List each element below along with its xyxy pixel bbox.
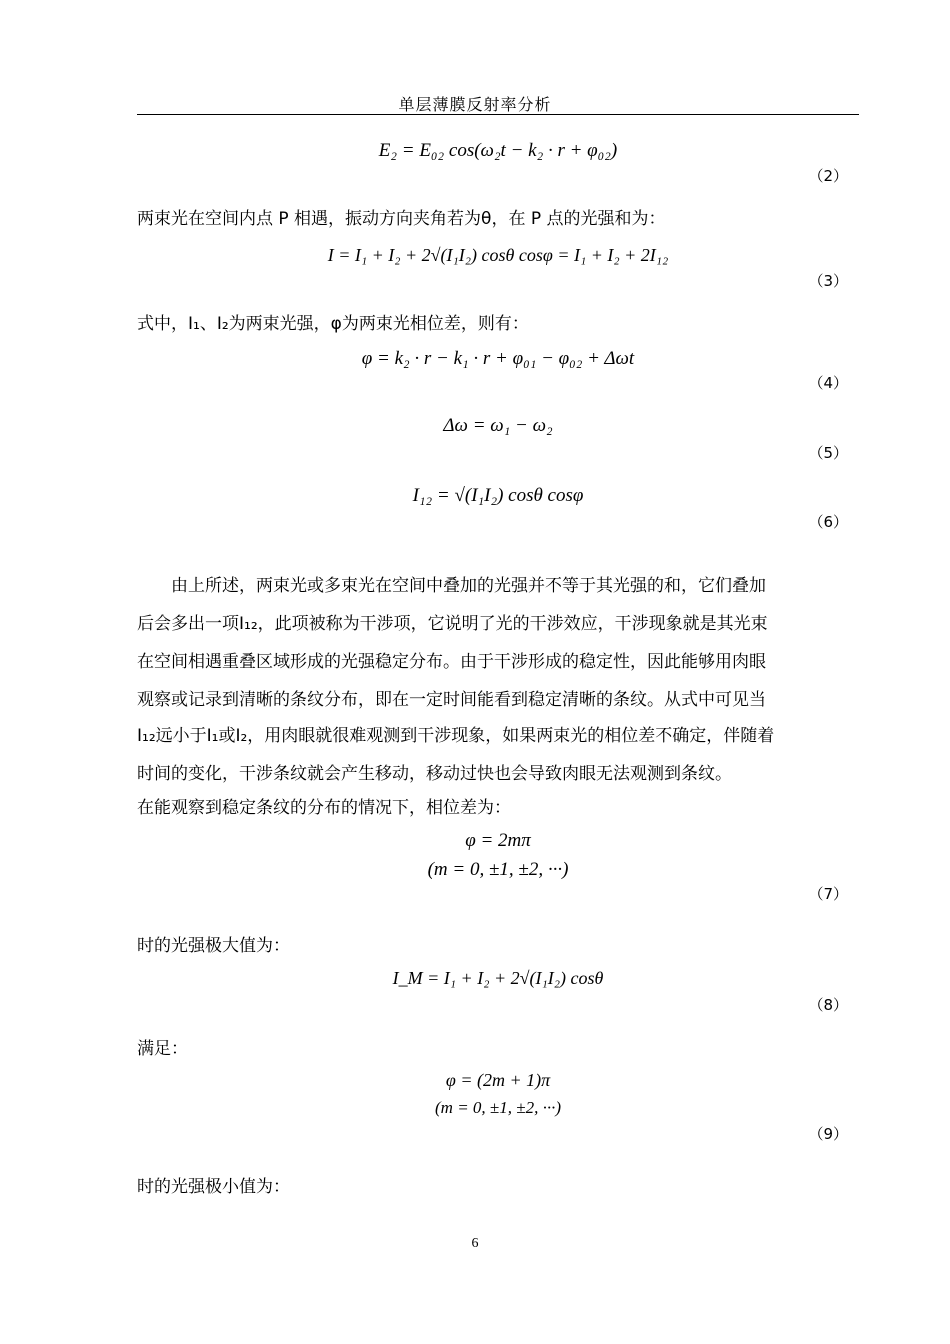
running-header: 单层薄膜反射率分析 <box>398 95 552 114</box>
paragraph-line-1: 由上所述，两束光或多束光在空间中叠加的光强并不等于其光强的和，它们叠加 <box>171 576 766 596</box>
paragraph-minimum: 时的光强极小值为： <box>137 1177 290 1197</box>
equation-number-4: （4） <box>808 374 848 392</box>
equation-number-5: （5） <box>808 444 848 462</box>
equation-2: E₂ = E₀₂ cos(ω₂t − k₂ · r + φ₀₂) <box>378 140 618 161</box>
equation-9-condition: (m = 0, ±1, ±2, ···) <box>435 1098 561 1117</box>
page-number: 6 <box>471 1236 479 1251</box>
equation-3: I = I₁ + I₂ + 2√(I₁I₂) cosθ cosφ = I₁ + I₂ + 2I₁₂ <box>327 245 669 265</box>
equation-7: φ = 2mπ <box>465 830 531 851</box>
equation-number-9: （9） <box>808 1125 848 1143</box>
paragraph-line-3: 在空间相遇重叠区域形成的光强稳定分布。由于干涉形成的稳定性，因此能够用肉眼 <box>137 652 766 672</box>
paragraph-satisfy: 满足： <box>137 1039 188 1059</box>
equation-9: φ = (2m + 1)π <box>445 1070 551 1090</box>
equation-6: I₁₂ = √(I₁I₂) cosθ cosφ <box>412 485 584 506</box>
paragraph-line-2: 后会多出一项I₁₂，此项被称为干涉项，它说明了光的干涉效应，干涉现象就是其光束 <box>137 614 768 634</box>
equation-5: Δω = ω₁ − ω₂ <box>443 415 553 436</box>
header-rule <box>137 114 859 115</box>
equation-number-7: （7） <box>808 885 848 903</box>
paragraph-phase-intro: 式中，I₁、I₂为两束光强，φ为两束光相位差，则有： <box>137 314 529 334</box>
paragraph-line-4: 观察或记录到清晰的条纹分布，即在一定时间能看到稳定清晰的条纹。从式中可见当 <box>137 690 766 710</box>
equation-number-6: （6） <box>808 513 848 531</box>
paragraph-line-6: 时间的变化，干涉条纹就会产生移动，移动过快也会导致肉眼无法观测到条纹。 <box>137 764 732 784</box>
equation-8: I_M = I₁ + I₂ + 2√(I₁I₂) cosθ <box>392 968 604 988</box>
paragraph-line-5: I₁₂远小于I₁或I₂，用肉眼就很难观测到干涉现象，如果两束光的相位差不确定，伴随着 <box>137 726 775 746</box>
paragraph-stable-fringes: 在能观察到稳定条纹的分布的情况下，相位差为： <box>137 798 511 818</box>
paragraph-intensity-intro: 两束光在空间内点 P 相遇，振动方向夹角若为θ，在 P 点的光强和为： <box>137 209 666 229</box>
equation-number-8: （8） <box>808 996 848 1014</box>
equation-number-3: （3） <box>808 272 848 290</box>
paragraph-maximum: 时的光强极大值为： <box>137 936 290 956</box>
equation-number-2: （2） <box>808 167 848 185</box>
equation-7-condition: (m = 0, ±1, ±2, ···) <box>427 859 569 880</box>
equation-4: φ = k₂ · r − k₁ · r + φ₀₁ − φ₀₂ + Δωt <box>361 348 635 369</box>
